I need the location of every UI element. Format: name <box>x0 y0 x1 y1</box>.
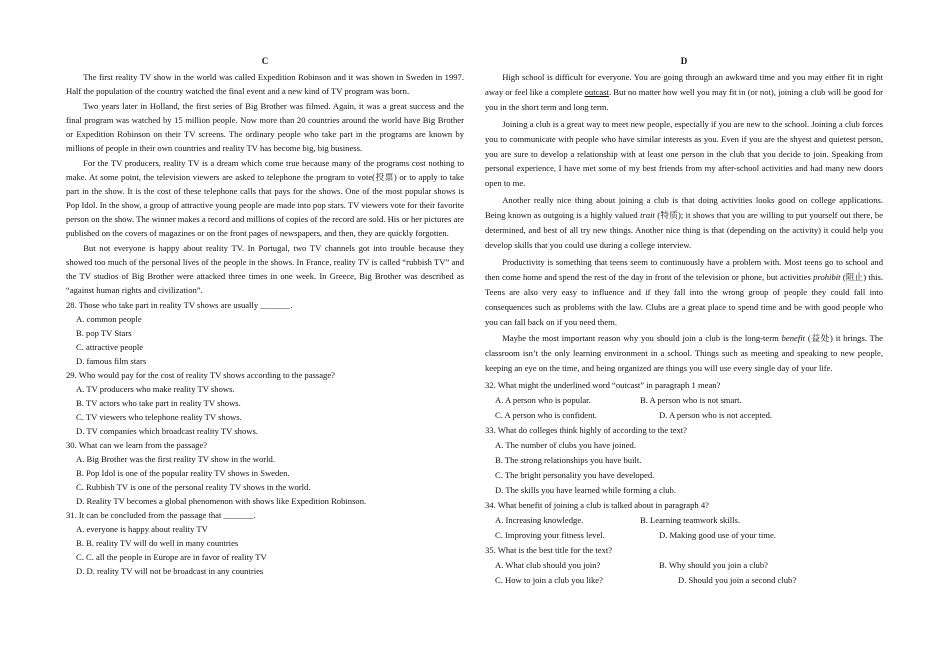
question-31 <box>66 508 464 578</box>
passage-d-paragraph-2: Joining a club is a great way to meet new people, especially if you are new to the school. Joining a club forces you to communicate with people who have similar interests as you. Even if you are the shyest and quietest person, you are sure to develop a relationship with at least one person in the club that you decide to join. Speaking from personal experience, I have met some of my best friends from my after-school activities and had many new doors open to me. <box>485 118 883 189</box>
passage-d-paragraph-3: Another really nice thing about joining a club is that doing activities looks good on college applications. Being known as outgoing is a highly valued trait (特质); it shows that you are willing to put yourself out there, be determined, and best of all try new things. Another nice thing is that (depending on the activity) it could help you develop skills that you could use during a college interview. <box>485 195 883 250</box>
option-a: A. common people <box>76 314 142 324</box>
option-d: D. famous film stars <box>76 356 147 366</box>
option-b: B. Learning teamwork skills. <box>640 515 741 526</box>
option-d: D. D. reality TV will not be broadcast in any countries <box>76 566 264 576</box>
passage-c-title: C <box>261 56 269 66</box>
passage-d-paragraph-5: Maybe the most important reason why you should join a club is the long-term benefit (益处) it brings. The classroom isn’t the only learning environment in a school. Things such as meeting and speaking to new people, keeping an eye on the time, and being organized are things you will use every single day of your life. <box>485 333 883 374</box>
option-c: C. How to join a club you like? <box>495 575 603 586</box>
question-stem: 32. What might the underlined word “outcast” in paragraph 1 mean? <box>485 380 721 391</box>
question-32 <box>485 378 883 423</box>
option-a: A. The number of clubs you have joined. <box>495 440 636 451</box>
option-d: D. Should you join a second club? <box>678 575 797 586</box>
option-d: D. Making good use of your time. <box>659 530 776 541</box>
option-b: B. Why should you join a club? <box>659 560 768 571</box>
option-c: C. C. all the people in Europe are in favor of reality TV <box>76 552 267 562</box>
passage-d-paragraph-4: Productivity is something that teens seem to continuously have a problem with. Most teens go to school and then come home and spend the rest of the day in front of the television or phone, but activities prohibit (阻止) this. Teens are also very easy to influence and if they fall into the wrong group of people they could fall into consequences such as problems with the law. Clubs are a great place to spend time and be with good people who you can fall back on if you need them. <box>485 256 883 327</box>
option-b: B. B. reality TV will do well in many countries <box>76 538 239 548</box>
underlined-word-outcast: outcast <box>584 86 609 97</box>
option-b: B. A person who is not smart. <box>640 395 742 406</box>
option-c: C. attractive people <box>76 342 144 352</box>
option-a: A. A person who is popular. <box>495 395 591 406</box>
question-stem: 30. What can we learn from the passage? <box>66 440 208 450</box>
question-stem: 29. Who would pay for the cost of reality TV shows according to the passage? <box>66 370 335 380</box>
question-29 <box>66 368 464 438</box>
passage-c-paragraph-3: For the TV producers, reality TV is a dream which come true because many of the programs cost nothing to make. At some point, the television viewers are asked to telephone the program to vote(投票) or to apply to take part in the show. It is the cost of these telephone calls that pays for the shows. One of the most popular shows is Pop Idol. In the show, a group of attractive young people are made into pop stars. TV viewers vote for their favorite person on the show. The winner makes a record and millions of copies of the record are sold. His or her pictures are published on the covers of magazines or on the front pages of newspapers, and then, they are quickly forgotten. <box>66 158 464 238</box>
option-d: D. TV companies which broadcast reality TV shows. <box>76 426 258 436</box>
option-b: B. pop TV Stars <box>76 328 132 338</box>
option-a: A. everyone is happy about reality TV <box>76 524 208 534</box>
passage-c-column <box>66 55 464 578</box>
option-a: A. TV producers who make reality TV shows. <box>76 384 235 394</box>
passage-c-paragraph-4: But not everyone is happy about reality TV. In Portugal, two TV channels got into trouble because they showed too much of the personal lives of the people in the shows. In France, reality TV is called “rubbish TV” and the TV studios of Big Brother were attacked three times in one week. In Greece, Big Brother was described as “against human rights and civilization”. <box>66 243 464 295</box>
question-stem: 33. What do colleges think highly of according to the text? <box>485 425 687 436</box>
option-d: D. A person who is not accepted. <box>659 410 773 421</box>
question-28 <box>66 298 464 368</box>
passage-c-paragraph-1: The first reality TV show in the world was called Expedition Robinson and it was shown in Sweden in 1997. Half the population of the country watched the final event and a new kind of TV program was born. <box>66 72 464 96</box>
option-a: A. Big Brother was the first reality TV show in the world. <box>76 454 275 464</box>
italic-word-benefit: benefit <box>781 333 806 344</box>
option-c: C. Rubbish TV is one of the personal reality TV shows in the world. <box>76 482 311 492</box>
option-a: A. Increasing knowledge. <box>495 515 584 526</box>
option-c: C. Improving your fitness level. <box>495 530 605 541</box>
option-c: C. A person who is confident. <box>495 410 597 421</box>
option-b: B. The strong relationships you have built. <box>495 455 642 466</box>
passage-d-column <box>485 55 883 588</box>
option-b: B. TV actors who take part in reality TV shows. <box>76 398 241 408</box>
option-c: C. TV viewers who telephone reality TV shows. <box>76 412 242 422</box>
question-stem: 35. What is the best title for the text? <box>485 545 613 556</box>
passage-d-paragraph-1: High school is difficult for everyone. You are going through an awkward time and you may either fit in right away or feel like a complete outcast. But no matter how well you may fit in (or not), joining a club will be good for you in the short term and long term. <box>485 72 883 112</box>
question-33 <box>485 423 883 498</box>
option-c: C. The bright personality you have developed. <box>495 470 655 481</box>
passage-c-paragraph-2: Two years later in Holland, the first series of Big Brother was filmed. Again, it was a great success and the final program was watched by 15 million people. Now more than 20 countries around the world have Big Brother or Expedition Robinson on their TV screens. The ordinary people who take part in the programs are known by millions of people in their own countries and reality TV has become big, big business. <box>66 101 464 153</box>
option-d: D. The skills you have learned while forming a club. <box>495 485 676 496</box>
italic-word-prohibit: prohibit <box>813 271 841 282</box>
question-stem: 28. Those who take part in reality TV shows are usually _______. <box>66 300 293 310</box>
question-34 <box>485 498 883 543</box>
option-d: D. Reality TV becomes a global phenomenon with shows like Expedition Robinson. <box>76 496 367 506</box>
italic-word-trait: trait <box>640 210 655 221</box>
question-30 <box>66 438 464 508</box>
passage-d-title: D <box>680 56 688 66</box>
question-35 <box>485 543 883 588</box>
question-stem: 34. What benefit of joining a club is talked about in paragraph 4? <box>485 500 709 511</box>
option-a: A. What club should you join? <box>495 560 601 571</box>
question-stem: 31. It can be concluded from the passage that _______. <box>66 510 256 520</box>
option-b: B. Pop Idol is one of the popular reality TV shows in Sweden. <box>76 468 290 478</box>
